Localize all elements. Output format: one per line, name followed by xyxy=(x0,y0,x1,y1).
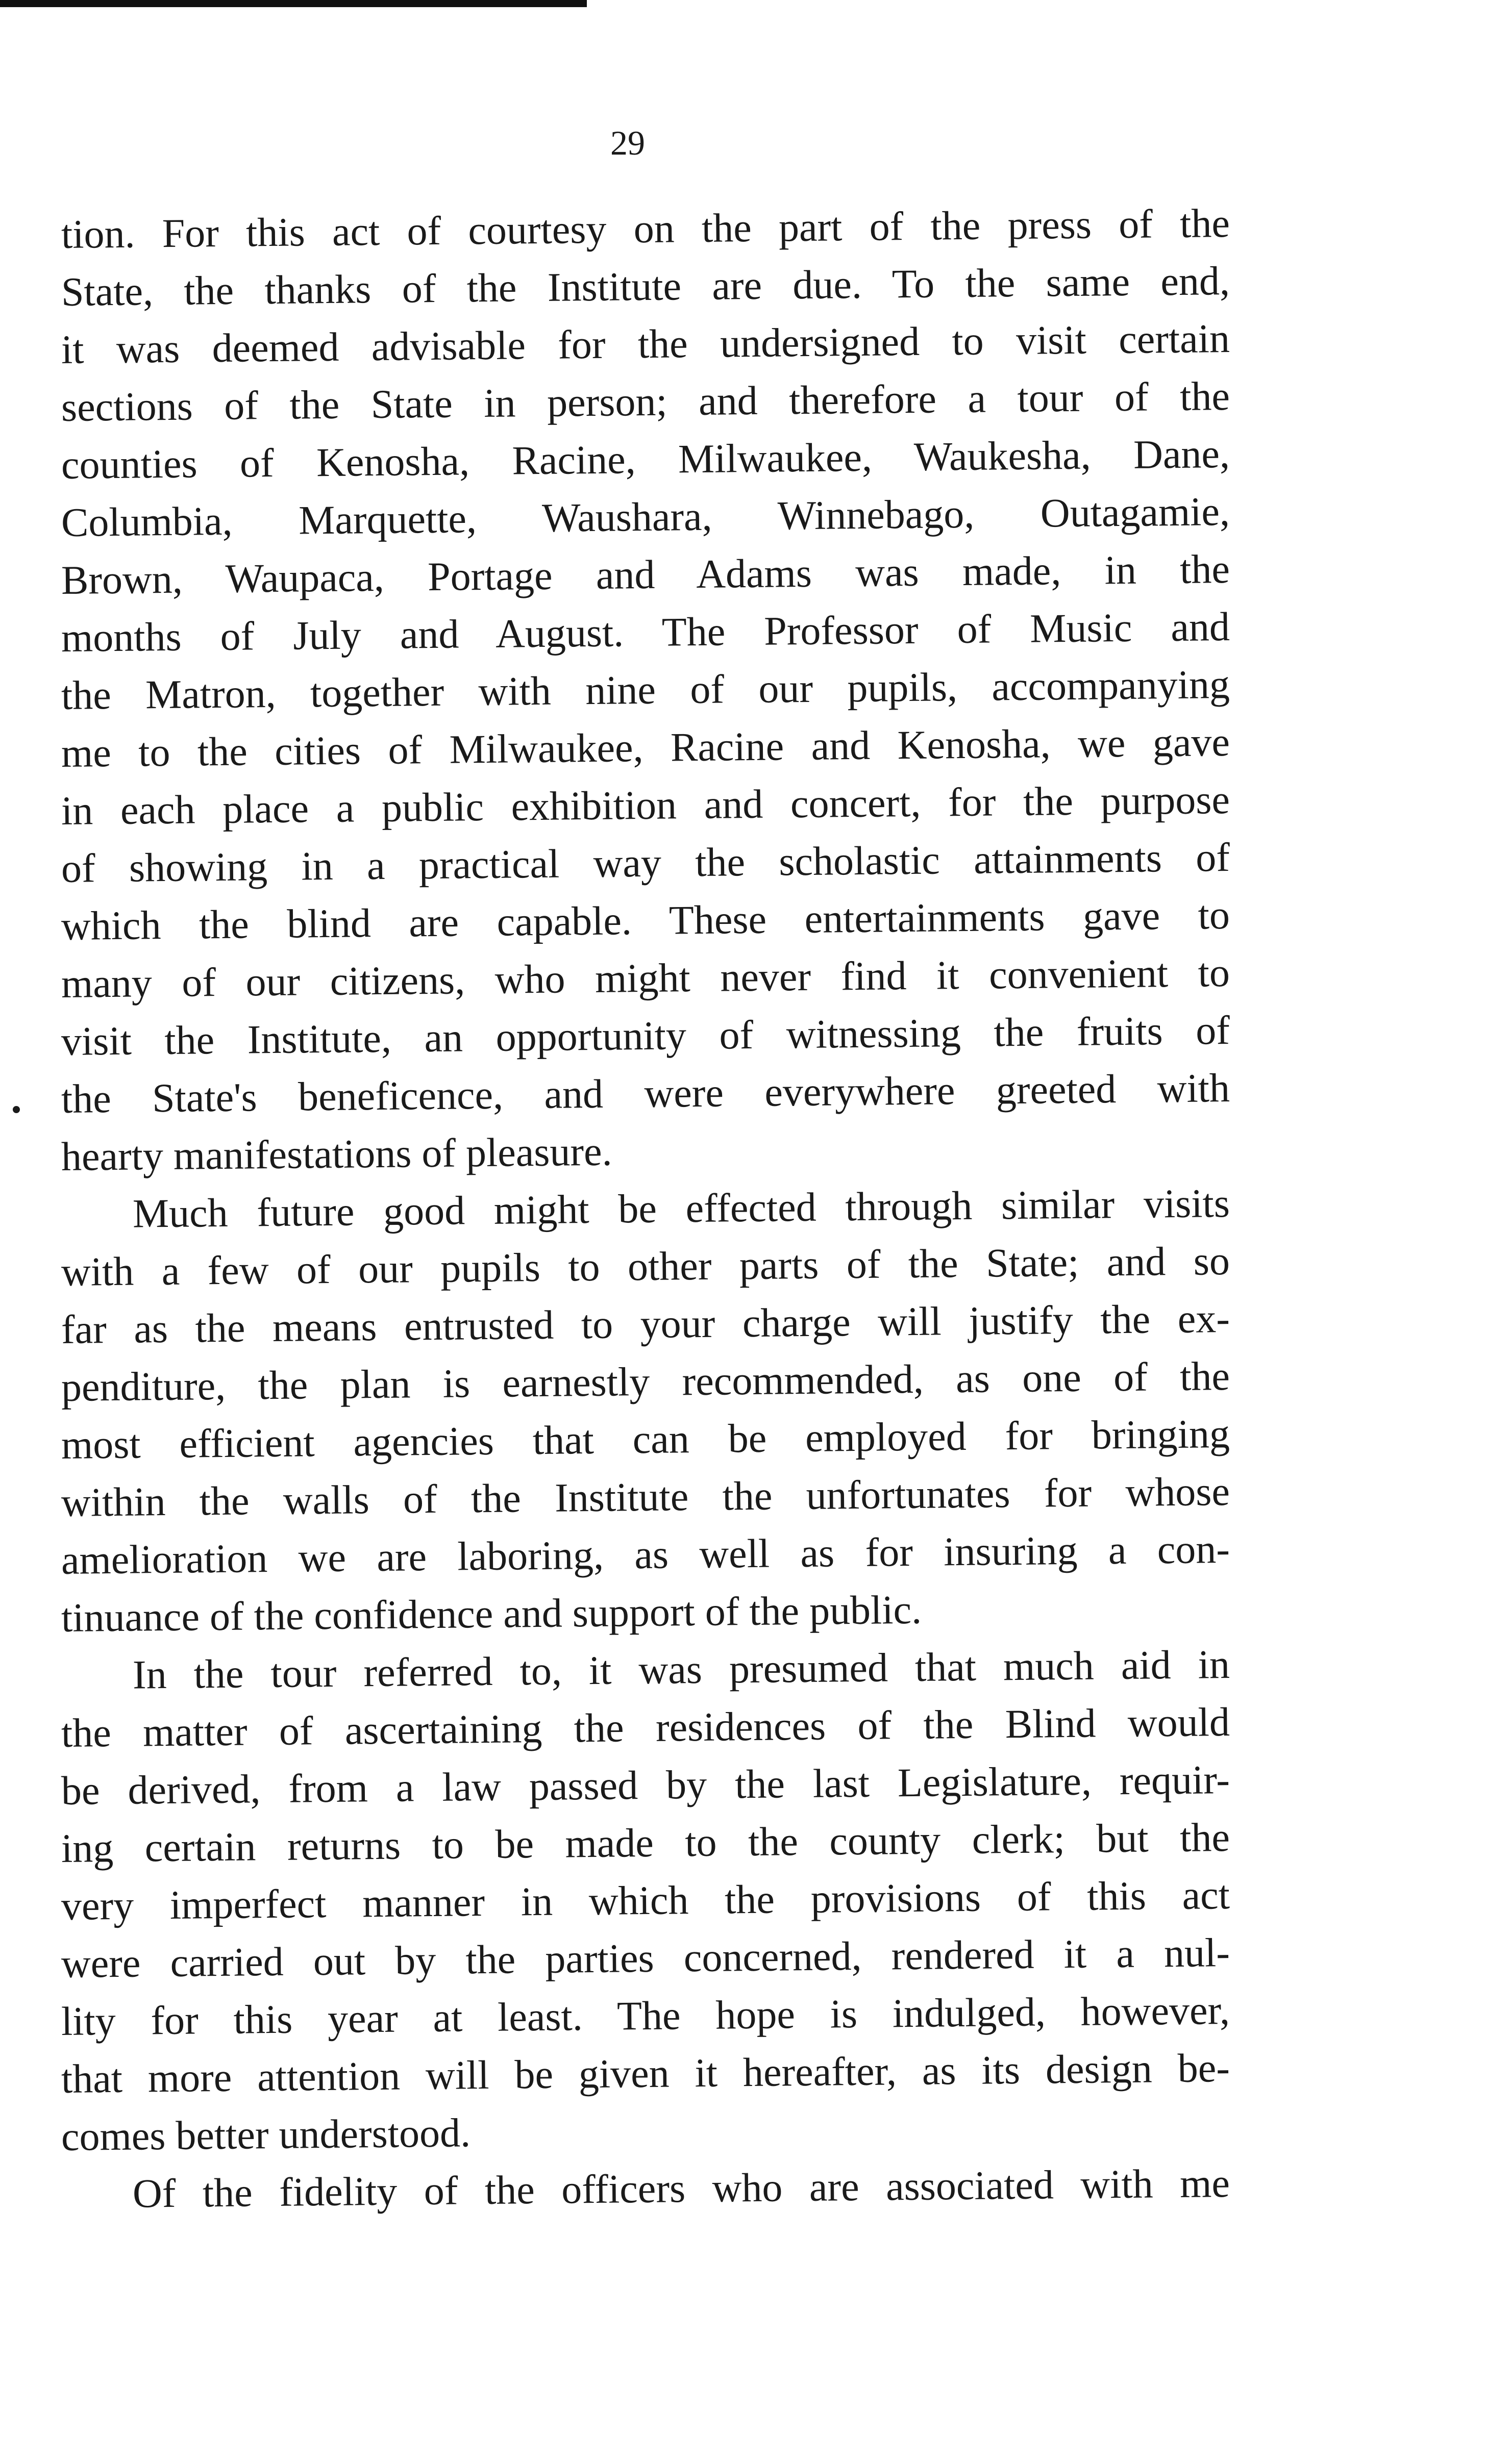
text-line: penditure, the plan is earnestly recommended, as one of the xyxy=(61,1354,1230,1410)
text-line: Of the fidelity of the officers who are associated with me xyxy=(132,2161,1230,2217)
text-line: State, the thanks of the Institute are due. To the same end, xyxy=(61,259,1230,315)
text-line: of showing in a practical way the scholastic attainments of xyxy=(61,835,1230,891)
text-line: tion. For this act of courtesy on the part of the press of the xyxy=(61,201,1230,257)
text-line: counties of Kenosha, Racine, Milwaukee, Waukesha, Dane, xyxy=(61,432,1230,488)
text-line: that more attention will be given it hereafter, as its design be- xyxy=(61,2046,1230,2102)
text-line: be derived, from a law passed by the last Legislature, requir- xyxy=(61,1757,1230,1814)
text-line: visit the Institute, an opportunity of witnessing the fruits of xyxy=(61,1008,1230,1064)
text-line: within the walls of the Institute the unfortunates for whose xyxy=(61,1469,1230,1525)
text-line: the State's beneficence, and were everywhere greeted with xyxy=(61,1066,1230,1122)
text-line: ing certain returns to be made to the county clerk; but the xyxy=(61,1815,1230,1871)
text-line: Brown, Waupaca, Portage and Adams was made, in the xyxy=(61,547,1230,603)
text-line: comes better understood. xyxy=(61,2110,471,2159)
text-line: amelioration we are laboring, as well as for insuring a con- xyxy=(61,1527,1230,1583)
text-line: which the blind are capable. These entertainments gave to xyxy=(61,893,1230,949)
margin-mark xyxy=(13,1106,20,1113)
text-line: me to the cities of Milwaukee, Racine and Kenosha, we gave xyxy=(61,720,1230,776)
text-line: many of our citizens, who might never find it convenient to xyxy=(61,950,1230,1007)
text-line: very imperfect manner in which the provisions of this act xyxy=(61,1873,1230,1929)
text-line: were carried out by the parties concerned, rendered it a nul- xyxy=(61,1930,1230,1987)
text-line: with a few of our pupils to other parts of the State; and so xyxy=(61,1239,1230,1295)
text-line: the matter of ascertaining the residences of the Blind would xyxy=(61,1700,1230,1756)
text-line: in each place a public exhibition and concert, for the purpose xyxy=(61,777,1230,834)
text-line: months of July and August. The Professor of Music and xyxy=(61,605,1230,661)
page-number: 29 xyxy=(610,123,645,162)
text-line: lity for this year at least. The hope is indulged, however, xyxy=(61,1988,1230,2044)
text-line: the Matron, together with nine of our pupils, accompanying xyxy=(61,662,1230,718)
text-line: most efficient agencies that can be employed for bringing xyxy=(61,1412,1230,1468)
text-line: Columbia, Marquette, Waushara, Winnebago, Outagamie, xyxy=(61,489,1230,545)
text-line: In the tour referred to, it was presumed that much aid in xyxy=(132,1642,1230,1698)
text-line: far as the means entrusted to your charge will justify the ex- xyxy=(61,1296,1230,1352)
text-line: it was deemed advisable for the undersigned to visit certain xyxy=(61,316,1230,372)
text-line: sections of the State in person; and therefore a tour of the xyxy=(61,374,1230,430)
text-line: tinuance of the confidence and support of the public. xyxy=(61,1587,922,1641)
text-line: hearty manifestations of pleasure. xyxy=(61,1129,612,1179)
text-line: Much future good might be effected through similar visits xyxy=(132,1181,1230,1237)
